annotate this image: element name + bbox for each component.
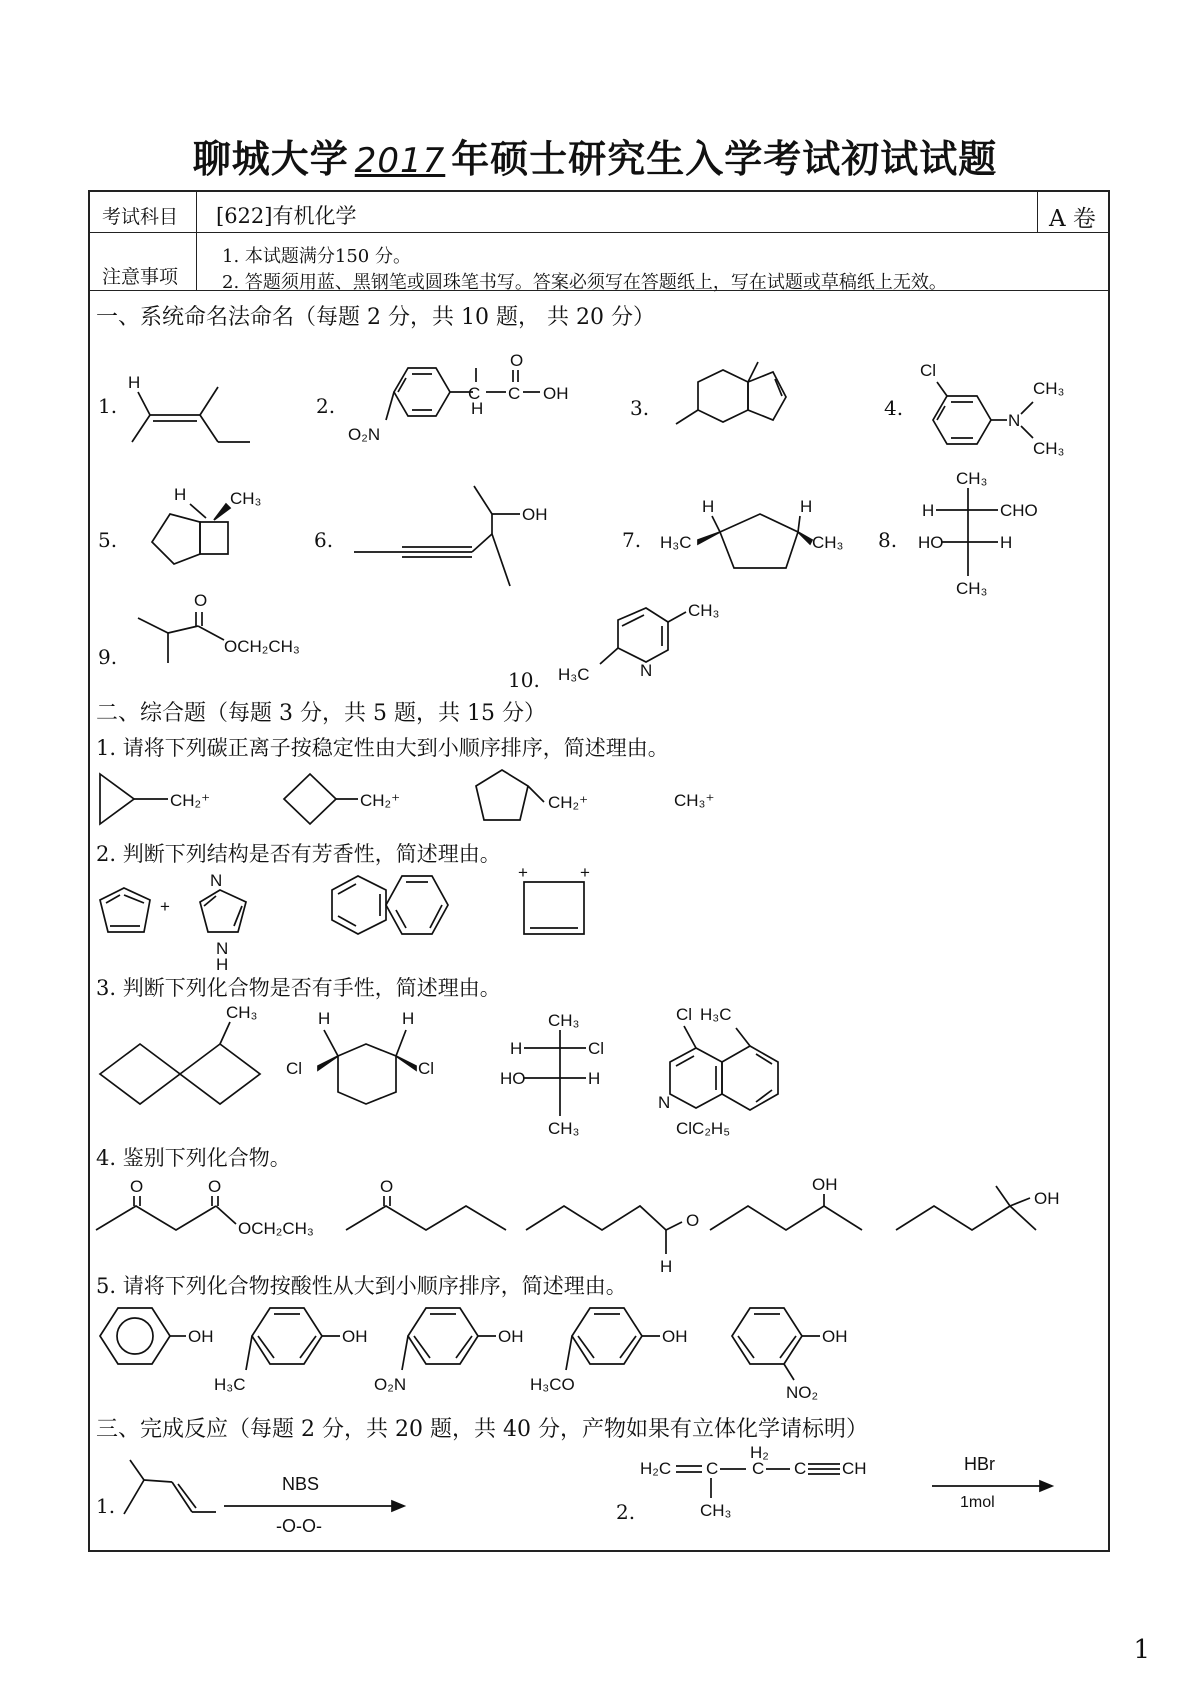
svg-text:H₃C: H₃C [558,665,590,684]
svg-text:C: C [752,1459,765,1478]
question-2-3: 3. 判断下列化合物是否有手性，简述理由。 [96,976,501,1000]
svg-text:HO: HO [918,533,944,552]
item-number: 7. [622,528,642,552]
header-col-divider [196,190,197,290]
svg-text:OH: OH [662,1327,688,1346]
svg-text:C: C [794,1459,807,1478]
header-divider [88,232,1110,233]
svg-text:N: N [1008,411,1021,430]
svg-text:Cl: Cl [418,1059,435,1078]
exam-title: 聊城大学 2017 年硕士研究生入学考试初试试题 [192,136,998,181]
section-3-heading: 三、完成反应（每题 2 分，共 20 题，共 40 分，产物如果有立体化学请标明） [96,1417,868,1442]
svg-text:CH₃: CH₃ [1033,439,1065,458]
svg-text:H: H [471,399,484,418]
reaction-1-reagent: NBS [282,1474,320,1494]
reaction-1-arrow [222,1498,402,1518]
svg-text:OH: OH [188,1327,214,1346]
chirality-set [96,1004,1096,1144]
svg-text:H: H [128,373,141,392]
svg-text:H: H [510,1039,523,1058]
reaction-2-reagent: HBr [964,1454,995,1474]
svg-text:OH: OH [522,505,548,524]
svg-text:CH₃: CH₃ [548,1119,580,1138]
acidity-set [96,1300,1096,1410]
reaction-1-substrate [116,1452,226,1532]
page-number: 1 [1133,1635,1150,1665]
svg-text:HO: HO [500,1069,526,1088]
structure-4-aniline [915,360,1105,460]
svg-text:CH₃: CH₃ [812,533,844,552]
svg-text:H: H [702,497,715,516]
svg-text:H: H [1000,533,1013,552]
svg-text:H₃C: H₃C [214,1375,246,1394]
svg-text:OH: OH [812,1175,838,1194]
svg-text:O₂N: O₂N [348,425,381,444]
svg-text:+: + [518,863,528,882]
question-2-5: 5. 请将下列化合物按酸性从大到小顺序排序，简述理由。 [96,1274,627,1298]
item-number: 3. [630,396,650,420]
note-2: 2. 答题须用蓝、黑钢笔或圆珠笔书写。答案必须写在答题纸上，写在试题或草稿纸上无效。 [222,272,947,293]
svg-text:H: H [800,497,813,516]
svg-text:H₂: H₂ [750,1443,769,1462]
svg-text:OH: OH [543,384,569,403]
svg-text:H₃C: H₃C [700,1005,732,1024]
svg-text:Cl: Cl [676,1005,693,1024]
structure-1-alkene [120,370,280,460]
structure-10-pyridine [558,600,758,690]
paper-version: A 卷 [1049,206,1096,232]
svg-text:H₃CO: H₃CO [530,1375,575,1394]
section-2-heading: 二、综合题（每题 3 分，共 5 题，共 15 分） [96,701,546,726]
svg-text:CH₂⁺: CH₂⁺ [170,791,211,810]
structure-6-alkyne-alcohol [352,474,572,594]
svg-text:CHO: CHO [1000,501,1038,520]
item-number: 8. [878,528,898,552]
svg-text:H: H [402,1009,415,1028]
svg-text:Cl: Cl [286,1059,303,1078]
svg-text:O: O [208,1177,222,1196]
svg-text:O: O [380,1177,394,1196]
structure-3-bicyclic [668,362,808,452]
svg-text:H: H [216,955,229,974]
svg-text:ClC₂H₅: ClC₂H₅ [676,1119,731,1138]
carbocation-set [96,764,1096,834]
item-number: 2. [316,394,336,418]
svg-text:CH₃: CH₃ [700,1501,732,1520]
svg-text:OH: OH [1034,1189,1060,1208]
svg-text:CH₃: CH₃ [548,1011,580,1030]
svg-text:O₂N: O₂N [374,1375,407,1394]
svg-text:H: H [588,1069,601,1088]
svg-text:+: + [580,863,590,882]
question-2-1: 1. 请将下列碳正离子按稳定性由大到小顺序排序，简述理由。 [96,736,669,760]
structure-5-spiro [130,482,290,582]
structure-2-acid [348,348,608,458]
svg-text:N: N [210,871,223,890]
svg-text:CH₃: CH₃ [1033,379,1065,398]
structure-7-cyclopentane [660,492,860,592]
section-1-heading: 一、系统命名法命名（每题 2 分，共 10 题， 共 20 分） [96,305,655,330]
svg-text:H: H [174,485,187,504]
structure-9-ester [128,588,348,678]
svg-text:CH: CH [842,1459,867,1478]
question-2-4: 4. 鉴别下列化合物。 [96,1146,291,1170]
item-number: 4. [884,396,904,420]
note-1: 1. 本试题满分150 分。 [222,246,411,267]
svg-text:CH₂⁺: CH₂⁺ [548,793,589,812]
svg-text:CH₃: CH₃ [956,579,988,598]
item-number: 9. [98,645,118,669]
svg-text:N: N [658,1093,671,1112]
svg-text:H: H [318,1009,331,1028]
identification-set [96,1176,1096,1276]
svg-text:C: C [508,384,521,403]
item-number: 10. [508,668,540,692]
svg-text:C: C [468,384,481,403]
svg-text:CH₂⁺: CH₂⁺ [360,791,401,810]
item-number: 1. [98,394,118,418]
svg-text:Cl: Cl [588,1039,605,1058]
svg-text:CH₃⁺: CH₃⁺ [674,791,715,810]
svg-text:N: N [640,661,653,680]
svg-text:Cl: Cl [920,361,937,380]
question-2-2: 2. 判断下列结构是否有芳香性，简述理由。 [96,842,501,866]
svg-text:OH: OH [342,1327,368,1346]
svg-text:NO₂: NO₂ [786,1383,819,1402]
svg-text:OH: OH [498,1327,524,1346]
notes-label: 注意事项 [102,266,179,288]
svg-text:+: + [160,897,170,916]
reaction-1-number: 1. [96,1494,116,1518]
svg-text:CH₃: CH₃ [956,469,988,488]
svg-text:OCH₂CH₃: OCH₂CH₃ [224,637,300,656]
svg-text:N: N [216,939,229,958]
svg-text:OH: OH [822,1327,848,1346]
svg-text:OCH₂CH₃: OCH₂CH₃ [238,1219,314,1238]
subject-value: [622]有机化学 [216,204,357,228]
reaction-1-condition: -O-O- [276,1516,322,1536]
reaction-2-substrate [640,1444,920,1534]
structure-8-fischer [918,466,1078,596]
item-number: 6. [314,528,334,552]
svg-text:O: O [510,351,524,370]
subject-label: 考试科目 [102,206,179,228]
reaction-2-condition: 1mol [960,1494,995,1511]
reaction-2-number: 2. [616,1500,636,1524]
aromaticity-set [96,863,1096,974]
svg-text:O: O [130,1177,144,1196]
svg-text:O: O [194,591,208,610]
svg-text:H₃C: H₃C [660,533,692,552]
header-col-divider [1037,190,1038,232]
svg-text:CH₃: CH₃ [226,1003,258,1022]
svg-text:CH₃: CH₃ [230,489,262,508]
svg-text:C: C [706,1459,719,1478]
svg-text:CH₃: CH₃ [688,601,720,620]
svg-text:H: H [922,501,935,520]
item-number: 5. [98,528,118,552]
svg-text:H: H [660,1257,673,1276]
svg-text:O: O [686,1211,700,1230]
svg-text:H₂C: H₂C [640,1459,672,1478]
